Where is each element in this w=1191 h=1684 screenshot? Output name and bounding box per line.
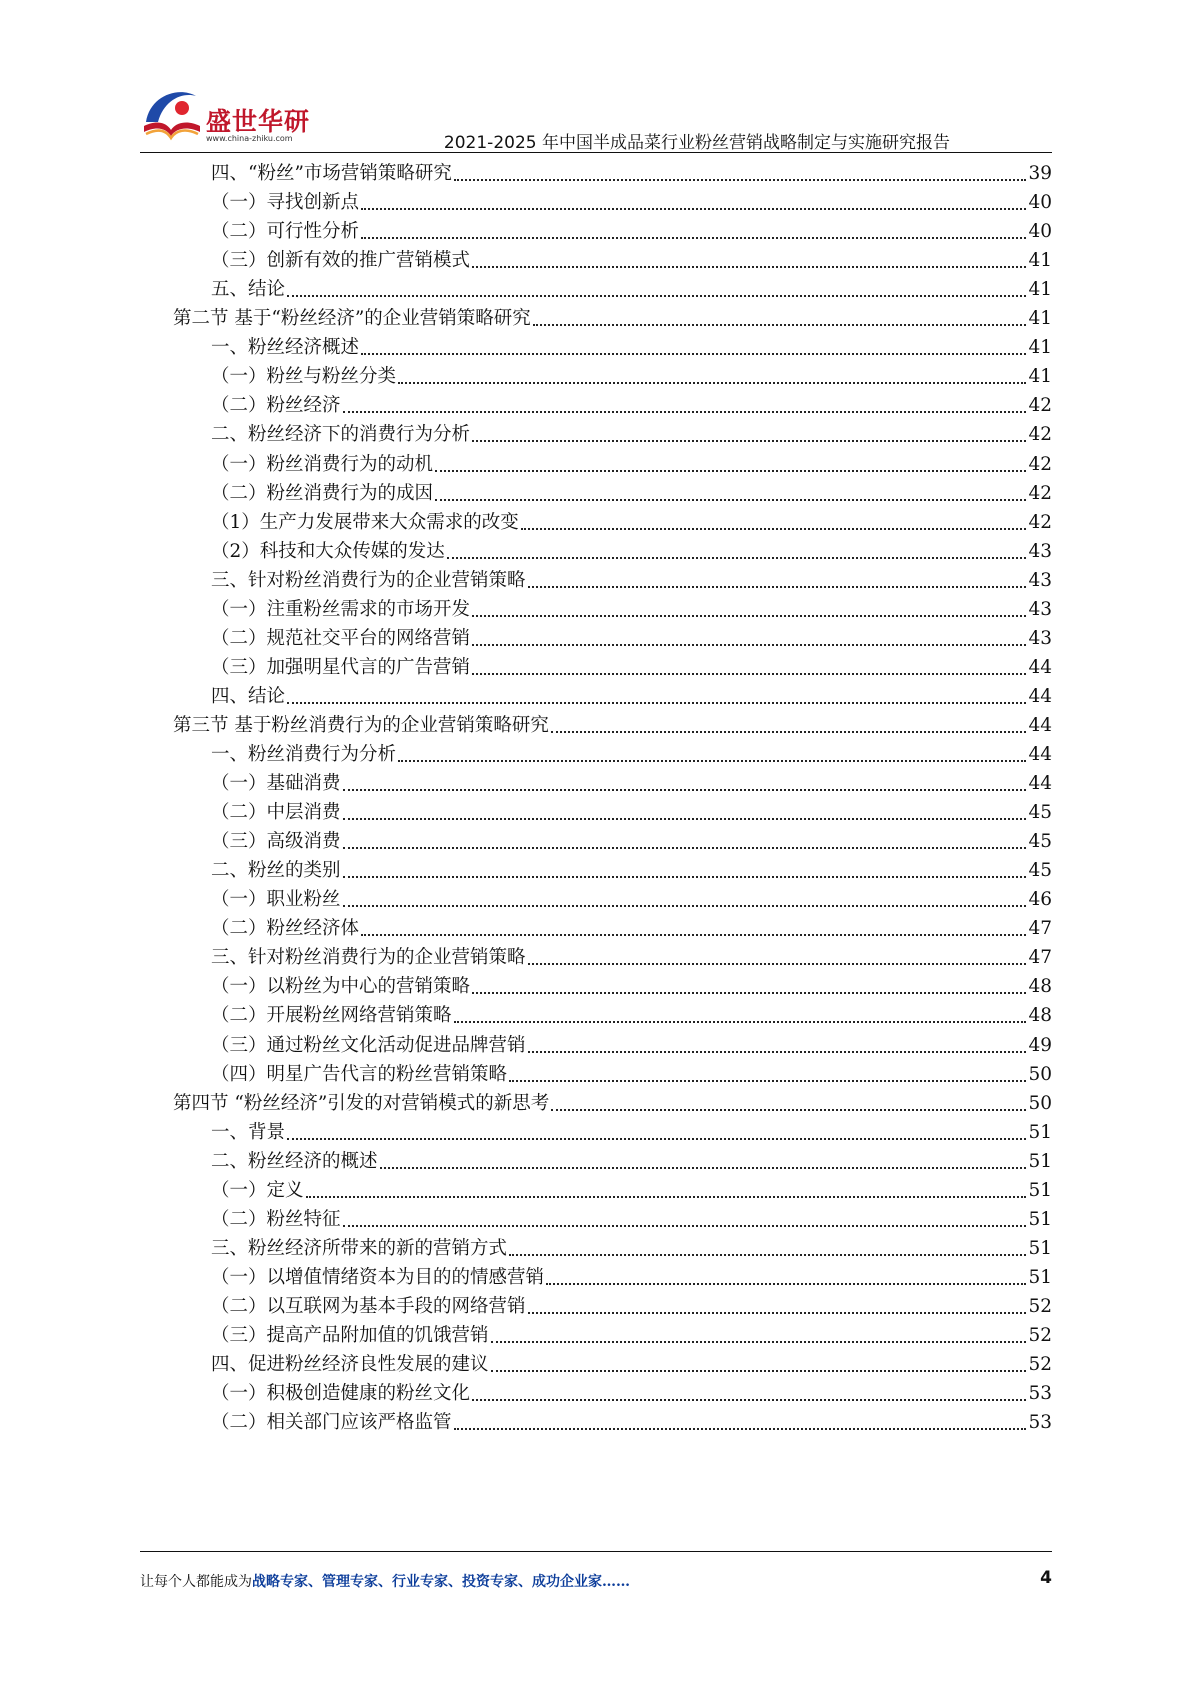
toc-entry-title: （二）可行性分析 (211, 221, 360, 243)
toc-entry[interactable] (211, 1002, 1052, 1030)
toc-entry-title: （四）明星广告代言的粉丝营销策略 (211, 1063, 508, 1085)
toc-entry-page: 53 (1028, 1412, 1052, 1434)
toc-entry-page: 50 (1028, 1092, 1052, 1114)
toc-entry-page: 51 (1028, 1150, 1052, 1172)
toc-entry-page: 42 (1028, 511, 1052, 533)
report-title: 2021-2025 年中国半成品菜行业粉丝营销战略制定与实施研究报告 (443, 133, 950, 153)
toc-entry-title: 四、促进粉丝经济良性发展的建议 (211, 1354, 489, 1376)
toc-entry-page: 47 (1028, 918, 1052, 940)
toc-entry[interactable] (211, 944, 1052, 972)
toc-entry-title: （1）生产力发展带来大众需求的改变 (211, 511, 519, 533)
toc-entry-page: 41 (1028, 366, 1052, 388)
footer-slogan (140, 1571, 630, 1591)
toc-dot-leader (472, 973, 1026, 1001)
toc-entry[interactable] (211, 625, 1052, 653)
toc-entry-title: 一、粉丝消费行为分析 (211, 744, 397, 765)
toc-entry-page: 45 (1028, 831, 1052, 853)
toc-entry-page: 43 (1028, 540, 1052, 562)
toc-entry-page: 51 (1028, 1179, 1052, 1201)
toc-entry[interactable] (211, 683, 1052, 711)
toc-entry-title: 三、针对粉丝消费行为的企业营销策略 (211, 947, 526, 969)
toc-dot-leader (528, 567, 1027, 595)
footer-divider (140, 1551, 1052, 1552)
toc-entry-page: 48 (1028, 1005, 1052, 1027)
toc-entry-title: （二）相关部门应该严格监管 (211, 1412, 452, 1434)
toc-dot-leader (528, 1032, 1027, 1060)
toc-entry[interactable] (211, 799, 1052, 827)
toc-entry-page: 52 (1028, 1295, 1052, 1317)
toc-entry-title: 一、粉丝经济概述 (211, 337, 360, 359)
toc-entry-title: （一）积极创造健康的粉丝文化 (211, 1383, 471, 1405)
toc-entry[interactable] (211, 828, 1052, 856)
toc-dot-leader (361, 334, 1026, 362)
toc-entry-title: （二）粉丝消费行为的成因 (211, 482, 434, 504)
toc-entry-page: 39 (1028, 163, 1052, 184)
toc-entry[interactable] (211, 334, 1052, 362)
toc-dot-leader (509, 1235, 1026, 1263)
toc-entry-page: 43 (1028, 598, 1052, 620)
toc-dot-leader (551, 712, 1027, 740)
toc-entry[interactable] (211, 1148, 1052, 1176)
toc-entry-title: （二）开展粉丝网络营销策略 (211, 1005, 452, 1027)
toc-entry-title: （一）寻找创新点 (211, 192, 360, 214)
toc-entry-title: 二、粉丝经济的概述 (211, 1150, 378, 1172)
toc-entry-title: （二）粉丝经济 (211, 395, 341, 417)
toc-dot-leader (343, 886, 1027, 914)
toc-entry-page: 46 (1028, 889, 1052, 911)
toc-entry-page: 42 (1028, 453, 1052, 475)
toc-entry[interactable] (211, 392, 1052, 420)
toc-entry-page: 43 (1028, 569, 1052, 591)
toc-entry-page: 40 (1028, 221, 1052, 243)
toc-entry-page: 41 (1028, 279, 1052, 301)
toc-entry-title: （三）提高产品附加值的饥饿营销 (211, 1325, 489, 1346)
toc-dot-leader (361, 189, 1026, 217)
logo-name: 盛世华研 (206, 107, 311, 136)
toc-dot-leader (343, 828, 1027, 856)
toc-entry-page: 43 (1028, 627, 1052, 649)
toc-entry[interactable] (211, 1032, 1052, 1060)
toc-entry-page: 51 (1028, 1121, 1052, 1143)
toc-entry-title: （二）粉丝经济体 (211, 918, 360, 940)
toc-dot-leader (343, 1206, 1027, 1234)
toc-entry[interactable] (211, 1322, 1052, 1350)
toc-entry-page: 49 (1028, 1034, 1052, 1056)
toc-entry-page: 51 (1028, 1237, 1052, 1259)
toc-entry-page: 48 (1028, 976, 1052, 998)
toc-entry-title: （一）基础消费 (211, 773, 341, 795)
toc-dot-leader (521, 509, 1027, 537)
toc-entry-title: 四、结论 (211, 685, 286, 707)
toc-dot-leader (491, 1322, 1027, 1350)
toc-dot-leader (509, 1061, 1026, 1089)
toc-entry-title: （一）以粉丝为中心的营销策略 (211, 976, 471, 998)
toc-entry-page: 44 (1028, 744, 1052, 765)
toc-dot-leader (287, 683, 1026, 711)
toc-dot-leader (454, 1002, 1027, 1030)
toc-entry[interactable] (211, 480, 1052, 508)
page-number: 4 (1040, 1568, 1052, 1588)
toc-dot-leader (551, 1090, 1026, 1118)
toc-entry[interactable] (211, 654, 1052, 682)
toc-dot-leader (343, 857, 1027, 885)
toc-entry[interactable] (211, 276, 1052, 304)
toc-entry-title: （三）高级消费 (211, 831, 341, 853)
toc-entry[interactable] (211, 915, 1052, 943)
toc-entry-page: 44 (1028, 656, 1052, 678)
toc-dot-leader (306, 1177, 1027, 1205)
toc-entry-title: （二）规范社交平台的网络营销 (211, 627, 471, 649)
toc-entry[interactable] (211, 509, 1052, 537)
toc-entry[interactable] (211, 741, 1052, 769)
toc-entry-title: （2）科技和大众传媒的发达 (211, 540, 445, 562)
toc-entry-title: 第三节 基于粉丝消费行为的企业营销策略研究 (173, 714, 549, 736)
toc-entry-title: （三）创新有效的推广营销模式 (211, 250, 471, 272)
toc-dot-leader (398, 363, 1026, 391)
toc-dot-leader (447, 538, 1027, 566)
toc-entry-page: 44 (1028, 773, 1052, 795)
toc-entry-page: 51 (1028, 1208, 1052, 1230)
toc-dot-leader (361, 915, 1026, 943)
toc-entry-page: 51 (1028, 1266, 1052, 1288)
toc-dot-leader (491, 1351, 1027, 1379)
toc-dot-leader (528, 944, 1027, 972)
toc-entry[interactable] (211, 451, 1052, 479)
toc-entry-title: 四、“粉丝”市场营销策略研究 (211, 163, 452, 184)
toc-dot-leader (454, 160, 1027, 188)
toc-entry-title: （一）定义 (211, 1179, 304, 1201)
toc-entry-title: （三）通过粉丝文化活动促进品牌营销 (211, 1034, 526, 1056)
toc-entry[interactable] (211, 1351, 1052, 1379)
toc-entry-page: 53 (1028, 1383, 1052, 1405)
toc-dot-leader (287, 1119, 1026, 1147)
toc-entry[interactable] (211, 538, 1052, 566)
toc-dot-leader (343, 799, 1027, 827)
toc-entry[interactable] (211, 189, 1052, 217)
toc-entry[interactable] (211, 363, 1052, 391)
toc-entry[interactable] (173, 305, 1052, 333)
toc-entry-page: 45 (1028, 860, 1052, 882)
toc-entry-title: 三、粉丝经济所带来的新的营销方式 (211, 1237, 508, 1259)
toc-entry[interactable] (211, 218, 1052, 246)
toc-dot-leader (472, 654, 1026, 682)
toc-entry[interactable] (211, 567, 1052, 595)
toc-entry-title: （一）注重粉丝需求的市场开发 (211, 598, 471, 620)
toc-dot-leader (454, 1409, 1027, 1437)
toc-entry-page: 42 (1028, 424, 1052, 446)
toc-dot-leader (472, 625, 1026, 653)
toc-entry-page: 44 (1028, 714, 1052, 736)
toc-entry-page: 42 (1028, 395, 1052, 417)
toc-entry-title: 三、针对粉丝消费行为的企业营销策略 (211, 569, 526, 591)
toc-entry-title: 第四节 “粉丝经济”引发的对营销模式的新思考 (173, 1092, 550, 1114)
toc-entry-title: 第二节 基于“粉丝经济”的企业营销策略研究 (173, 308, 531, 330)
logo-book-icon (138, 82, 204, 148)
header-divider (140, 152, 1052, 153)
toc-dot-leader (533, 305, 1027, 333)
toc-dot-leader (472, 596, 1026, 624)
toc-entry-page: 44 (1028, 685, 1052, 707)
toc-entry-page: 40 (1028, 192, 1052, 214)
toc-entry[interactable] (211, 1119, 1052, 1147)
toc-dot-leader (343, 392, 1027, 420)
toc-dot-leader (343, 770, 1027, 798)
toc-entry-page: 41 (1028, 308, 1052, 330)
toc-entry-title: 五、结论 (211, 279, 286, 301)
toc-entry[interactable] (211, 247, 1052, 275)
toc-entry[interactable] (211, 421, 1052, 449)
toc-dot-leader (435, 451, 1026, 479)
toc-dot-leader (472, 421, 1026, 449)
toc-dot-leader (361, 218, 1026, 246)
toc-entry-page: 45 (1028, 802, 1052, 824)
toc-entry-title: （一）粉丝与粉丝分类 (211, 366, 397, 388)
toc-entry[interactable] (173, 712, 1052, 740)
footer-slogan-prefix: 让每个人都能成为 (140, 1574, 252, 1590)
toc-entry[interactable] (211, 1264, 1052, 1292)
toc-entry[interactable] (211, 1235, 1052, 1263)
toc-dot-leader (398, 741, 1026, 769)
toc-entry[interactable] (211, 1206, 1052, 1234)
toc-entry[interactable] (211, 1293, 1052, 1321)
toc-entry-title: （一）以增值情绪资本为目的的情感营销 (211, 1266, 545, 1288)
toc-entry-title: （二）粉丝特征 (211, 1208, 341, 1230)
toc-entry-title: 一、背景 (211, 1121, 286, 1143)
toc-entry[interactable] (211, 857, 1052, 885)
logo-url: www.china-zhiku.com (206, 134, 293, 143)
toc-entry-title: （三）加强明星代言的广告营销 (211, 656, 471, 678)
toc-dot-leader (546, 1264, 1026, 1292)
toc-entry[interactable] (211, 596, 1052, 624)
page-header (0, 0, 1191, 160)
toc-entry[interactable] (211, 770, 1052, 798)
toc-entry-title: （一）粉丝消费行为的动机 (211, 453, 434, 475)
toc-entry[interactable] (173, 1090, 1052, 1118)
toc-dot-leader (380, 1148, 1027, 1176)
toc-entry-title: （二）中层消费 (211, 802, 341, 824)
toc-entry[interactable] (211, 973, 1052, 1001)
toc-entry[interactable] (211, 1380, 1052, 1408)
toc-dot-leader (287, 276, 1026, 304)
toc-entry-page: 42 (1028, 482, 1052, 504)
toc-entry-page: 52 (1028, 1325, 1052, 1346)
toc-entry[interactable] (211, 1061, 1052, 1089)
toc-entry-title: （一）职业粉丝 (211, 889, 341, 911)
toc-entry[interactable] (211, 1409, 1052, 1437)
toc-entry[interactable] (211, 1177, 1052, 1205)
toc-dot-leader (435, 480, 1026, 508)
toc-dot-leader (472, 1380, 1026, 1408)
toc-entry-page: 41 (1028, 250, 1052, 272)
toc-entry-page: 41 (1028, 337, 1052, 359)
company-logo (138, 82, 318, 152)
footer-slogan-emphasis: 战略专家、管理专家、行业专家、投资专家、成功企业家…… (252, 1574, 630, 1590)
toc-entry[interactable] (211, 886, 1052, 914)
toc-entry-page: 50 (1028, 1063, 1052, 1085)
toc-entry-title: 二、粉丝的类别 (211, 860, 341, 882)
toc-entry-page: 52 (1028, 1354, 1052, 1376)
toc-dot-leader (528, 1293, 1027, 1321)
toc-entry-title: （二）以互联网为基本手段的网络营销 (211, 1295, 526, 1317)
toc-entry-title: 二、粉丝经济下的消费行为分析 (211, 424, 471, 446)
toc-entry[interactable] (211, 160, 1052, 188)
toc-entry-page: 47 (1028, 947, 1052, 969)
toc-dot-leader (472, 247, 1026, 275)
